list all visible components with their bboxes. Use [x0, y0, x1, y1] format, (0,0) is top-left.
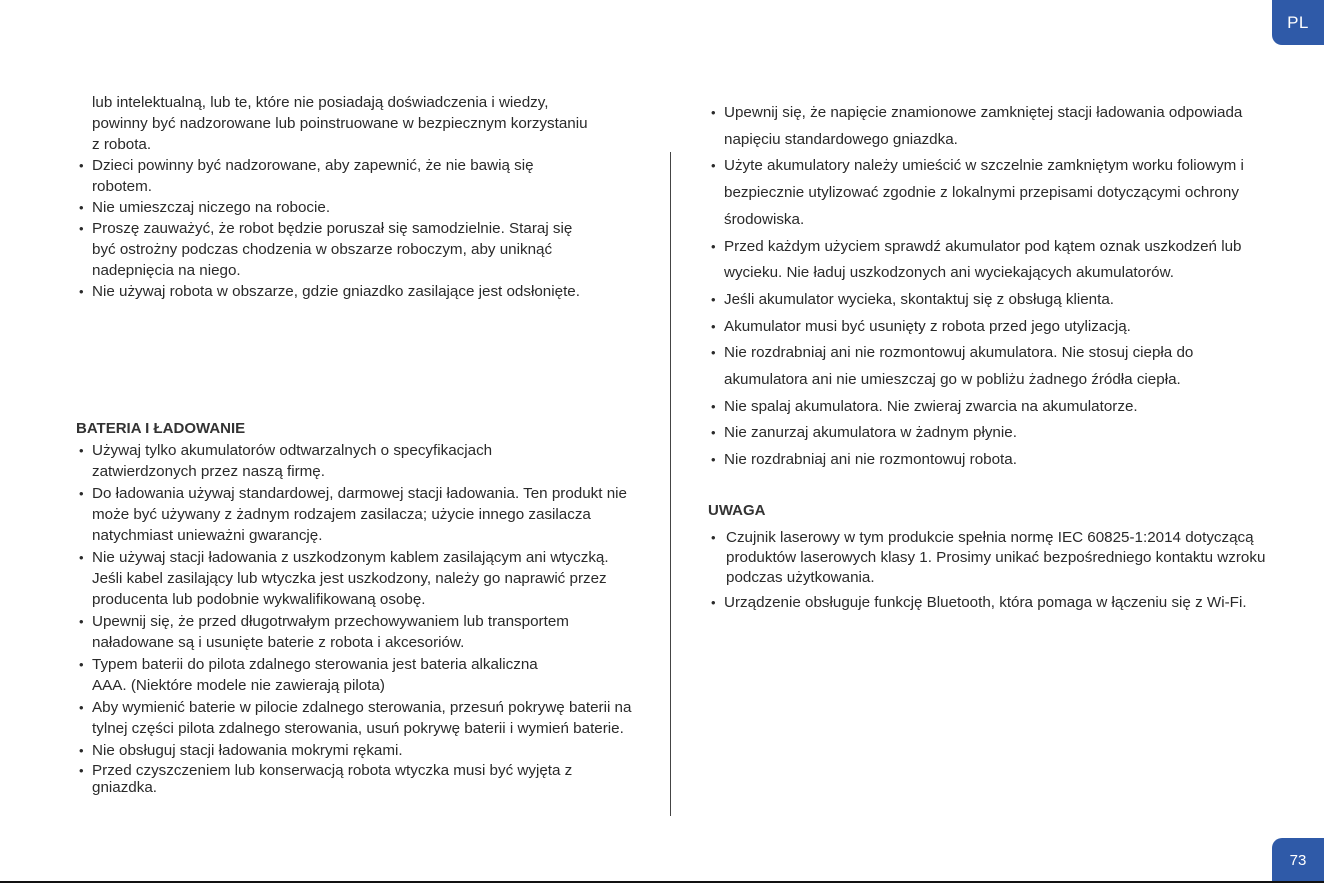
- list-item: • Nie rozdrabniaj ani nie rozmontowuj akumulatora. Nie stosuj ciepła do akumulatora ani nie umieszczaj go w pobliżu żadnego źródła ciepła.: [708, 340, 1278, 393]
- battery-bullet-list: [76, 440, 636, 796]
- list-item: • Akumulator musi być usunięty z robota przed jego utylizacją.: [708, 314, 1278, 341]
- battery-safety-list: [708, 100, 1278, 474]
- list-item: • Nie używaj robota w obszarze, gdzie gniazdko zasilające jest odsłonięte.: [76, 281, 636, 302]
- section-heading: BATERIA I ŁADOWANIE: [76, 420, 246, 437]
- intro-line: z robota.: [92, 136, 152, 153]
- list-item: • Upewnij się, że przed długotrwałym przechowywaniem lub transportem naładowane są i usunięte baterie z robota i akcesoriów.: [76, 611, 636, 653]
- list-item: • Dzieci powinny być nadzorowane, aby zapewnić, że nie bawią się robotem.: [76, 155, 636, 197]
- note-section: [708, 500, 1278, 618]
- page-number-tab: 73: [1272, 838, 1324, 882]
- left-column: [76, 92, 636, 302]
- list-item: • Do ładowania używaj standardowej, darmowej stacji ładowania. Ten produkt nie może być używany z żadnym rodzajem zasilacza; użycie innego zasilacza natychmiast unieważni gwarancję.: [76, 483, 636, 546]
- list-item: • Aby wymienić baterie w pilocie zdalnego sterowania, przesuń pokrywę baterii na tylnej części pilota zdalnego sterowania, usuń pokrywę baterii i wymień baterie.: [76, 697, 636, 739]
- list-item: • Jeśli akumulator wycieka, skontaktuj się z obsługą klienta.: [708, 287, 1278, 314]
- section-heading: UWAGA: [708, 502, 766, 519]
- list-item: • Proszę zauważyć, że robot będzie poruszał się samodzielnie. Staraj się być ostrożny podczas chodzenia w obszarze roboczym, aby uniknąć nadepnięcia na niego.: [76, 218, 636, 281]
- list-item: • Nie zanurzaj akumulatora w żadnym płynie.: [708, 420, 1278, 447]
- list-item: • Nie spalaj akumulatora. Nie zwieraj zwarcia na akumulatorze.: [708, 394, 1278, 421]
- language-tab: PL: [1272, 0, 1324, 45]
- list-item: • Nie rozdrabniaj ani nie rozmontowuj robota.: [708, 447, 1278, 474]
- list-item: • Nie umieszczaj niczego na robocie.: [76, 197, 636, 218]
- right-column: [708, 100, 1278, 474]
- intro-line: powinny być nadzorowane lub poinstruowane w bezpiecznym korzystaniu: [92, 115, 588, 132]
- battery-section: [76, 418, 636, 796]
- intro-line: lub intelektualną, lub te, które nie posiadają doświadczenia i wiedzy,: [92, 94, 549, 111]
- list-item: • Nie obsługuj stacji ładowania mokrymi rękami.: [76, 740, 636, 761]
- list-item: • Używaj tylko akumulatorów odtwarzalnych o specyfikacjach zatwierdzonych przez naszą firmę.: [76, 440, 636, 482]
- list-item: • Upewnij się, że napięcie znamionowe zamkniętej stacji ładowania odpowiada napięciu standardowego gniazdka.: [708, 100, 1278, 153]
- list-item: • Przed czyszczeniem lub konserwacją robota wtyczka musi być wyjęta z gniazdka.: [76, 762, 636, 796]
- list-item: • Nie używaj stacji ładowania z uszkodzonym kablem zasilającym ani wtyczką. Jeśli kabel zasilający lub wtyczka jest uszkodzony, należy go naprawić przez producenta lub podobnie wykwalifikowaną osobę.: [76, 547, 636, 610]
- list-item: • Typem baterii do pilota zdalnego sterowania jest bateria alkaliczna AAA. (Niektóre modele nie zawierają pilota): [76, 654, 636, 696]
- intro-bullet-list: [76, 155, 636, 302]
- list-item: • Przed każdym użyciem sprawdź akumulator pod kątem oznak uszkodzeń lub wycieku. Nie ładuj uszkodzonych ani wyciekających akumulatorów.: [708, 234, 1278, 287]
- list-item: • Użyte akumulatory należy umieścić w szczelnie zamkniętym worku foliowym i bezpiecznie utylizować zgodnie z lokalnymi przepisami dotyczącymi ochrony środowiska.: [708, 153, 1278, 233]
- column-divider: [670, 152, 671, 816]
- list-item: • Czujnik laserowy w tym produkcie spełnia normę IEC 60825-1:2014 dotyczącą produktów laserowych klasy 1. Prosimy unikać bezpośredniego kontaktu wzroku podczas użytkowania.: [708, 528, 1278, 588]
- list-item: • Urządzenie obsługuje funkcję Bluetooth, która pomaga w łączeniu się z Wi-Fi.: [708, 593, 1278, 613]
- note-bullet-list: [708, 528, 1278, 613]
